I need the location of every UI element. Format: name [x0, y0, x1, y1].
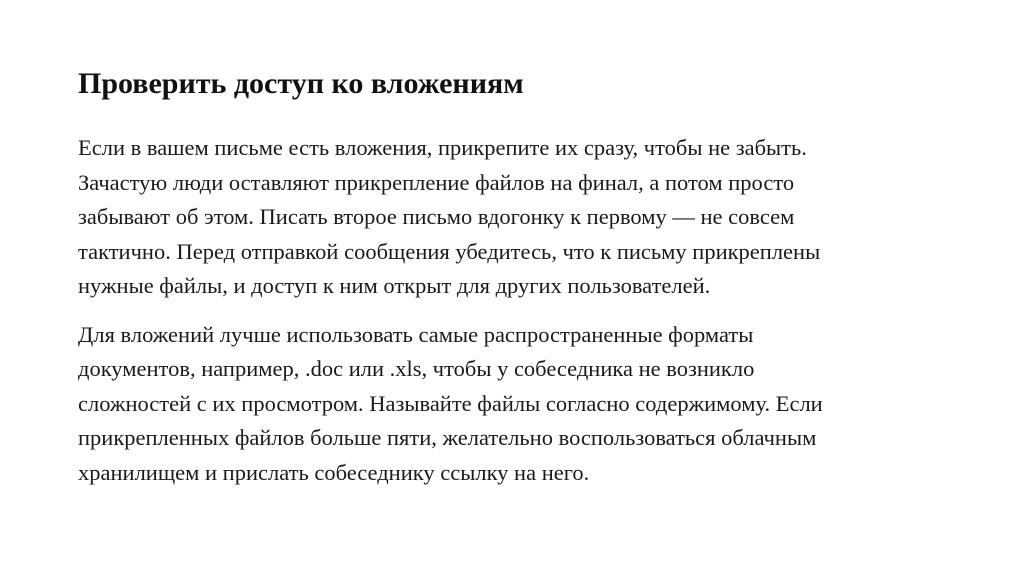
text-line: забывают об этом. Писать второе письмо вдогонку к первому — не совсем	[78, 204, 795, 229]
paragraph-attachment-formats	[78, 318, 978, 491]
text-line: тактично. Перед отправкой сообщения убедитесь, что к письму прикреплены	[78, 238, 821, 264]
text-line: документов, например, .doc или .xls, чтобы у собеседника не возникло	[78, 356, 755, 381]
text-line: Для вложений лучше использовать самые распространенные форматы	[78, 321, 754, 347]
paragraph-attachments-intro	[78, 131, 978, 304]
text-line: прикрепленных файлов больше пяти, желательно воспользоваться облачным	[78, 425, 817, 450]
text-line: сложностей с их просмотром. Называйте файлы согласно содержимому. Если	[78, 390, 823, 416]
slide-title: Проверить доступ ко вложениям	[78, 67, 524, 100]
text-line: Зачастую люди оставляют прикрепление файлов на финал, а потом просто	[78, 169, 795, 195]
text-line: нужные файлы, и доступ к ним открыт для других пользователей.	[78, 273, 711, 298]
text-line: хранилищем и прислать собеседнику ссылку на него.	[78, 459, 590, 485]
text-line: Если в вашем письме есть вложения, прикрепите их сразу, чтобы не забыть.	[78, 135, 807, 160]
slide-body	[78, 131, 978, 490]
